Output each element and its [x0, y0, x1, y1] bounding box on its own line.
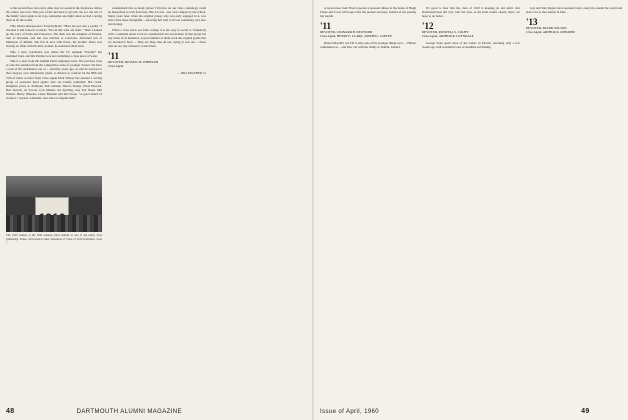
page-number-right: 49: [581, 408, 590, 415]
class-secretary: DEVOTED, RUSSELL B. WHEELER: [108, 60, 159, 65]
class-agent: Class Agent, HENRY E. CLARK, JOSEPH L. COFFEE: [320, 33, 392, 38]
paragraph: A recent note from Thurl reported a pleasant dinner at the home of Hugh Chase and it was with regret that the present secretary learned of his passing last month.: [320, 6, 416, 19]
left-column-2: [108, 6, 206, 402]
paragraph: It's good to hear that the class of 1910 is keeping its old spirit. Our Dartmouth men did very well last year, as the fund results clearly show; we hope to do better.: [422, 6, 520, 19]
class-agent: Class Agent: [108, 63, 124, 68]
class-heading: [320, 21, 416, 39]
right-column-1: [320, 6, 416, 402]
class-heading: [422, 21, 520, 39]
paragraph: George Stout spent most of the winter in Florida, returning only a few weeks ago with wonderful tales of sunshine and fishing.: [422, 40, 520, 49]
photo-crowd: [6, 215, 102, 232]
paragraph: When a class starts out from college it is not easy to recall it. Somebody with a comment about it but no organization but our manner of that group fed any sense of its members. A great number of them work the original grants that we decided to have ... They are busy, like all ten, trying to sort out ... those who do not rely without it wasn't there.: [108, 27, 206, 49]
right-page: [314, 0, 628, 420]
paragraph: to the second floor and every other step for sound in the fireplaces, before the winter was over. This year of his dad tried to get into the act, the rest of the family voted again to let it go somewhat one night when we had a spring thaw in all the rooms.: [6, 6, 102, 23]
paragraph: wonderment that as many (about 150) now on our class cosmology could be dispatched so well from here. But it is not ...her own campus by the school. Many years later, when the original group, who was early engaged in it, was still a little more thoughtful ... knowing full well it all was something very new and strange.: [108, 6, 206, 27]
paragraph: This is a note from the Alumni Fund campaign starts. The previous class of ours has ventured from the competitive racks of younger classes. We have a total of 84 contributors out of ... and fifty years ago, so will be lowered to that category over enthusiasm, given, or shadow or contrast for the 80th and 75th of them. A letter from Class Agent Dick Wilson has assured a sorting group of seasoned head agents who are briefly reminded: Hal Clark, Kinghorn (Zoo) A. Erdmann, Bob Gilman, Horace Fielder, Elton Howard, Bob Stewart, Al Scoval, Curt Mellen, Art Sperling, Gus Von Stuart, Bill Walton, Henry Wheeler, Lester Blaicher and Del Chase. "A good bunch of workers," Gordon comments, and who's to dispute him?: [6, 59, 102, 100]
left-footer: [6, 408, 182, 415]
class-agent: Class Agent, ARTHUR R. LOYNDALE: [422, 33, 474, 38]
right-column-2: [422, 6, 520, 402]
paragraph: This, I have concluded, was where the TV segment "Parallel" has stemmed from, and this Parallel was not swimming a clean piece of water.: [6, 49, 102, 58]
reunion-photo: [6, 176, 102, 232]
left-column-3: [212, 6, 308, 402]
photo-sky: [6, 176, 102, 197]
class-secretary: DEVOTED, LEONARD B. NEWSOME: [320, 30, 373, 35]
class-number: '11: [108, 51, 120, 62]
paragraph: This, Dick's interspersed a French phrase: "Have not qui veut y perdre." I checked it and found it to mean: "Not in this wise old deals." Then I looked up the story of Farha and Francesca. The dusk was the daughter of Polenta, lord of Ravenna, and she was married to Lanciotto, deformed son of Malatesta of Rimini. She fell in love with Paolo, his brother. Paolo was leaving an affair with his little woman, he murdered them both.: [6, 23, 102, 49]
signature: — BILL KELEHER '11: [177, 70, 206, 75]
class-secretary: DEVOTED, FRANK WILSON: [526, 26, 567, 31]
class-number: '11: [320, 21, 332, 32]
photo-caption: The 1910 banner at the 50th reunion, held outside at one of the many class gatherings. These, with several other snapshots of Class of 1910 festivities, were ...: [6, 233, 102, 245]
magazine-title: DARTMOUTH ALUMNI MAGAZINE: [76, 409, 182, 415]
right-footer: [320, 408, 590, 415]
class-heading: [108, 51, 206, 69]
right-column-3: [526, 6, 622, 402]
page-number-left: 48: [6, 408, 15, 415]
class-heading: [526, 17, 622, 35]
class-number: '12: [422, 21, 434, 32]
paragraph: Gay and Tom Rogers have returned from a long trip around the world and plan to be at the reunion in June.: [526, 6, 622, 15]
issue-date: Issue of April, 1960: [320, 409, 380, 415]
class-agent: Class Agent, ARTHUR R. OSBORNE: [526, 29, 576, 34]
paragraph: Hubert Morrill's son Till is sixty-one of the younger things ever — Hubert commented as ... and flew out with the family to Dublin, Ireland.: [320, 40, 416, 49]
class-secretary: DEVOTED, ROSWELL S. COLBY: [422, 30, 469, 35]
class-number: '13: [526, 17, 538, 28]
